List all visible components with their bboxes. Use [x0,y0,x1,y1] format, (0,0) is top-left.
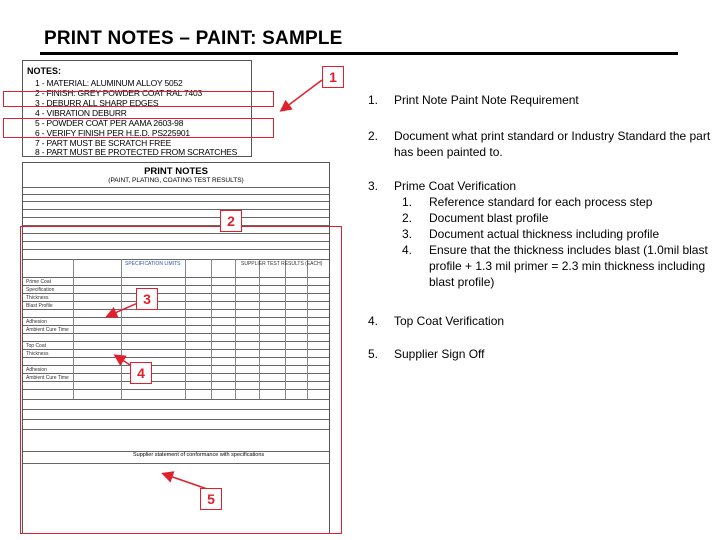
note-line: 5 - POWDER COAT PER AAMA 2603-98 [35,118,184,128]
sub-item-text: Ensure that the thickness includes blast (1.0mil blast profile + 1.3 mil primer = 2.3 min thickness including blast profile) [429,243,708,289]
list-item-number: 2. [368,129,379,143]
sub-item-number: 1. [402,195,413,209]
callout-badge-4: 4 [130,362,152,384]
callout-badge-2: 2 [220,210,242,232]
sub-item [394,226,714,242]
list-item-number: 4. [368,314,379,328]
note-line: 4 - VIBRATION DEBURR [35,108,127,118]
sub-item [394,194,714,210]
note-line: 6 - VERIFY FINISH PER H.E.D. PS225901 [35,128,190,138]
note-line: 8 - PART MUST BE PROTECTED FROM SCRATCHES [35,147,238,157]
form-row-label: Top Coat [26,343,47,349]
certification-statement: Supplier statement of conformance with specifications [133,452,265,458]
list-item-number: 1. [368,93,379,107]
sub-item-number: 4. [402,243,413,257]
list-item-number: 3. [368,179,379,193]
list-item-text: Document what print standard or Industry Standard the part has been painted to. [394,129,711,159]
list-item-text: Print Note Paint Note Requirement [394,93,579,107]
spec-limits-header: SPECIFICATION LIMITS [125,261,181,267]
callout-badge-3: 3 [136,288,158,310]
form-row-label: Specification [26,287,55,293]
form-row-label: Prime Coat [26,279,52,285]
list-item-number: 5. [368,347,379,361]
callout-badge-1: 1 [322,66,344,88]
form-row-label: Adhesion [26,319,47,325]
sub-item-number: 2. [402,211,413,225]
note-line: 3 - DEBURR ALL SHARP EDGES [35,98,159,108]
list-item-text: Prime Coat Verification [394,179,517,193]
sub-item-number: 3. [402,227,413,241]
results-header: SUPPLIER TEST RESULTS (EACH) [241,261,323,267]
callout-badge-5: 5 [200,488,222,510]
form-row-label: Thickness [26,295,49,301]
form-row-label: Ambient Cure Time [26,375,69,381]
sub-item-text: Document blast profile [429,211,549,225]
form-title: PRINT NOTES [144,166,208,177]
note-line: 2 - FINISH: GREY POWDER COAT RAL 7403 [35,88,203,98]
form-row-label: Blast Profile [26,303,53,309]
sub-item [394,242,714,290]
page-title: PRINT NOTES – PAINT: SAMPLE [44,28,343,49]
sub-item-text: Document actual thickness including profile [429,227,660,241]
form-subtitle: (PAINT, PLATING, COATING TEST RESULTS) [108,177,244,184]
list-item-text: Top Coat Verification [394,314,505,328]
form-row-label: Adhesion [26,367,47,373]
sub-item [394,210,714,226]
note-line: 7 - PART MUST BE SCRATCH FREE [35,138,172,148]
notes-header: NOTES: [27,66,62,76]
sub-item-text: Reference standard for each process step [429,195,653,209]
list-item-text: Supplier Sign Off [394,347,485,361]
form-row-label: Ambient Cure Time [26,327,69,333]
note-line: 1 - MATERIAL: ALUMINUM ALLOY 5052 [35,78,183,88]
form-row-label: Thickness [26,351,49,357]
